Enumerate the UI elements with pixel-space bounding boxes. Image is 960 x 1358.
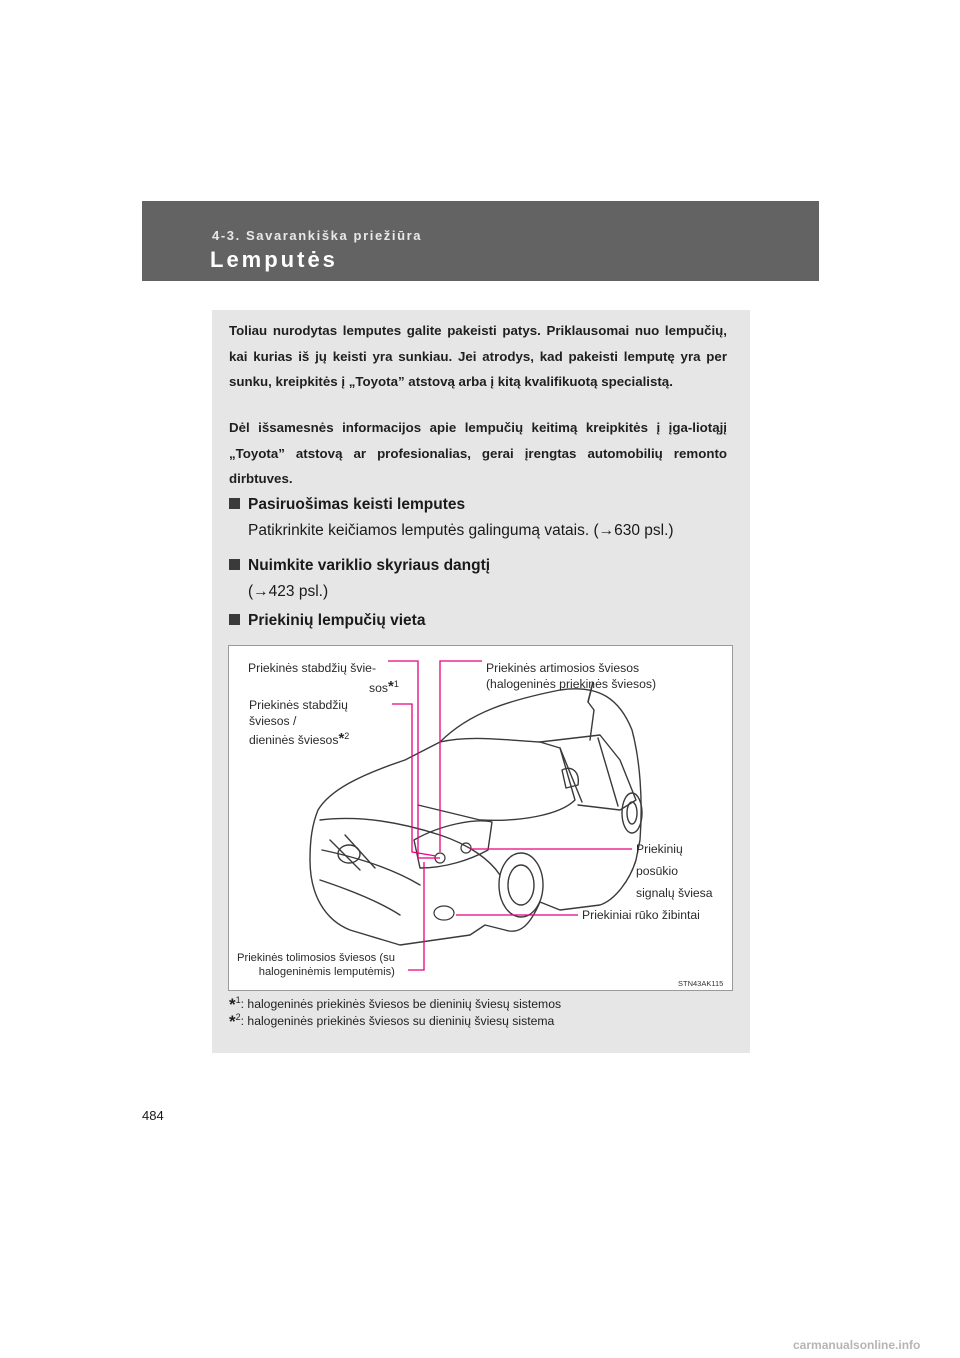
callout-turn-signal: Priekinių posūkio signalų šviesa [636, 842, 713, 900]
section-heading-preparation: Pasiruošimas keisti lemputes [229, 496, 465, 514]
lamp-markers [434, 843, 471, 920]
callout-leader-lines [388, 661, 632, 970]
footnote-1: *$^1$: halogeninės priekinės šviesos be dieninių šviesų sistemos [229, 995, 562, 1015]
car-wheels [499, 793, 642, 917]
section-text-engine-cover: (→423 psl.) [248, 583, 329, 600]
page-number: 484 [142, 1108, 164, 1123]
callout-high-beam: Priekinės tolimosios šviesos (su halogeninėmis lemputėmis) [237, 952, 395, 978]
intro-paragraph-1: Toliau nurodytas lemputes galite pakeisti patys. Priklausomai nuo lempučių, kai kurias iš jų keisti yra sunkiau. Jei atrodys, kad pakeisti lemputę yra per sunku, kreipkitės į „Toyota” atstovą arba į kitą kvalifikuotą specialistą. [229, 323, 727, 389]
section-heading-engine-cover: Nuimkite variklio skyriaus dangtį [229, 557, 490, 575]
section-label: 4-3. Savarankiška priežiūra [212, 228, 423, 243]
footnote-2: *$^2$: halogeninės priekinės šviesos su dieninių šviesų sistema [229, 1012, 555, 1032]
section-heading-bulb-locations: Priekinių lempučių vieta [229, 612, 425, 630]
callout-low-beam: Priekinės artimosios šviesos (halogeninės priekinės šviesos) [486, 661, 657, 691]
callout-fog-lights: Priekiniai rūko žibintai [582, 908, 700, 922]
car-body-outline [310, 689, 641, 945]
callout-front-stop-drl: Priekinės stabdžių šviesos / dieninės šviesos*$^2$ [249, 698, 350, 748]
page-title: Lemputės [210, 247, 338, 272]
figure-code: STN43AK115 [678, 979, 724, 988]
intro-paragraph-2: Dėl išsamesnės informacijos apie lempučių keitimą kreipkitės į įga-liotąjį „Toyota” atstovą ar profesionalias, gerai įrengtas automobilių remonto dirbtuves. [229, 420, 727, 486]
section-text-preparation: Patikrinkite keičiamos lemputės galingumą vatais. (→630 psl.) [248, 522, 674, 539]
watermark: carmanualsonline.info [793, 1338, 921, 1352]
callout-front-stop-lights: Priekinės stabdžių švie- sos*$^1$ [248, 661, 399, 695]
